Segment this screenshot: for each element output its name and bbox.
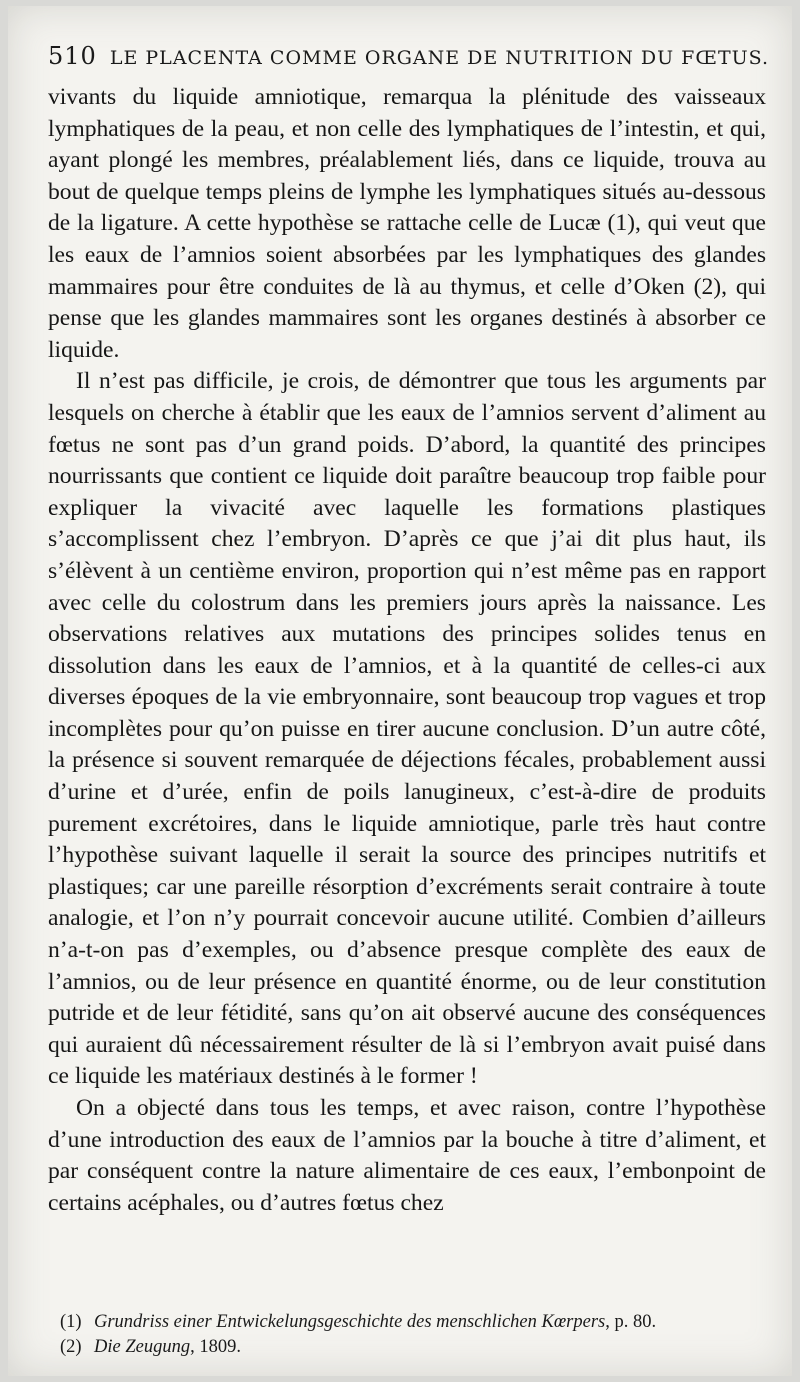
footnote-1-mark: (1) (60, 1312, 82, 1332)
body-text (48, 82, 766, 1219)
footnote-2 (60, 1335, 766, 1360)
footnote-2-title: Die Zeugung (94, 1336, 191, 1357)
footnote-2-rest: , 1809. (190, 1336, 241, 1357)
paragraph-2: Il n’est pas difficile, je crois, de démontrer que tous les arguments par lesquels on cherche à établir que les eaux de l’amnios servent d’aliment au fœtus ne sont pas d’un grand poids. D’abord, la quantité des principes nourrissants que contient ce liquide doit paraître beaucoup trop faible pour expliquer la vivacité avec laquelle les formations plastiques s’accomplissent chez l’embryon. D’après ce que j’ai dit plus haut, ils s’élèvent à un centième environ, proportion qui n’est même pas en rapport avec celle du colostrum dans les premiers jours après la naissance. Les observations relatives aux mutations des principes solides tenus en dissolution dans les eaux de l’amnios, et à la quantité de celles-ci aux diverses époques de la vie embryonnaire, sont beaucoup trop vagues et trop incomplètes pour qu’on puisse en tirer aucune conclusion. D’un autre côté, la présence si souvent remarquée de déjections fécales, probablement aussi d’urine et d’urée, enfin de poils lanugineux, c’est-à-dire de produits purement excrétoires, dans le liquide amniotique, parle très haut contre l’hypothèse suivant laquelle il serait la source des principes nutritifs et plastiques; car une pareille résorption d’excréments serait contraire à toute analogie, et l’on n’y pourrait concevoir aucune utilité. Combien d’ailleurs n’a-t-on pas d’exemples, ou d’absence presque complète des eaux de l’amnios, ou de leur présence en quantité énorme, ou de leur constitution putride et de leur fétidité, sans qu’on ait observé aucune des conséquences qui auraient dû nécessairement résulter de là si l’embryon avait puisé dans ce liquide les matériaux destinés à le former ! (48, 368, 766, 1090)
paragraph-1: vivants du liquide amniotique, remarqua la plénitude des vaisseaux lymphatiques de la peau, et non celle des lymphatiques de l’intestin, et qui, ayant plongé les membres, préalablement liés, dans ce liquide, trouva au bout de quelque temps pleins de lymphe les lymphatiques situés au-dessous de la ligature. A cette hypothèse se rattache celle de Lucæ (1), qui veut que les eaux de l’amnios soient absorbées par les lymphatiques des glandes mammaires pour être conduites de là au thymus, et celle d’Oken (2), qui pense que les glandes mammaires sont les organes destinés à absorber ce liquide. (48, 84, 766, 363)
footnote-1-title: Grundriss einer Entwickelungsgeschichte des menschlichen Kœrpers (94, 1312, 606, 1332)
footnote-1 (60, 1310, 766, 1335)
book-page (8, 6, 792, 1376)
footnotes (60, 1310, 766, 1359)
footnote-2-mark: (2) (60, 1336, 82, 1357)
footnote-1-rest: , p. 80. (605, 1312, 657, 1332)
page-header (48, 42, 768, 76)
paragraph-3: On a objecté dans tous les temps, et avec raison, contre l’hypothèse d’une introduction des eaux de l’amnios par la bouche à titre d’aliment, et par conséquent contre la nature alimentaire de ces eaux, l’embonpoint de certains acéphales, ou d’autres fœtus chez (48, 1095, 766, 1216)
page-number: 510 (48, 42, 97, 70)
running-title: LE PLACENTA COMME ORGANE DE NUTRITION DU FŒTUS. (109, 47, 770, 69)
